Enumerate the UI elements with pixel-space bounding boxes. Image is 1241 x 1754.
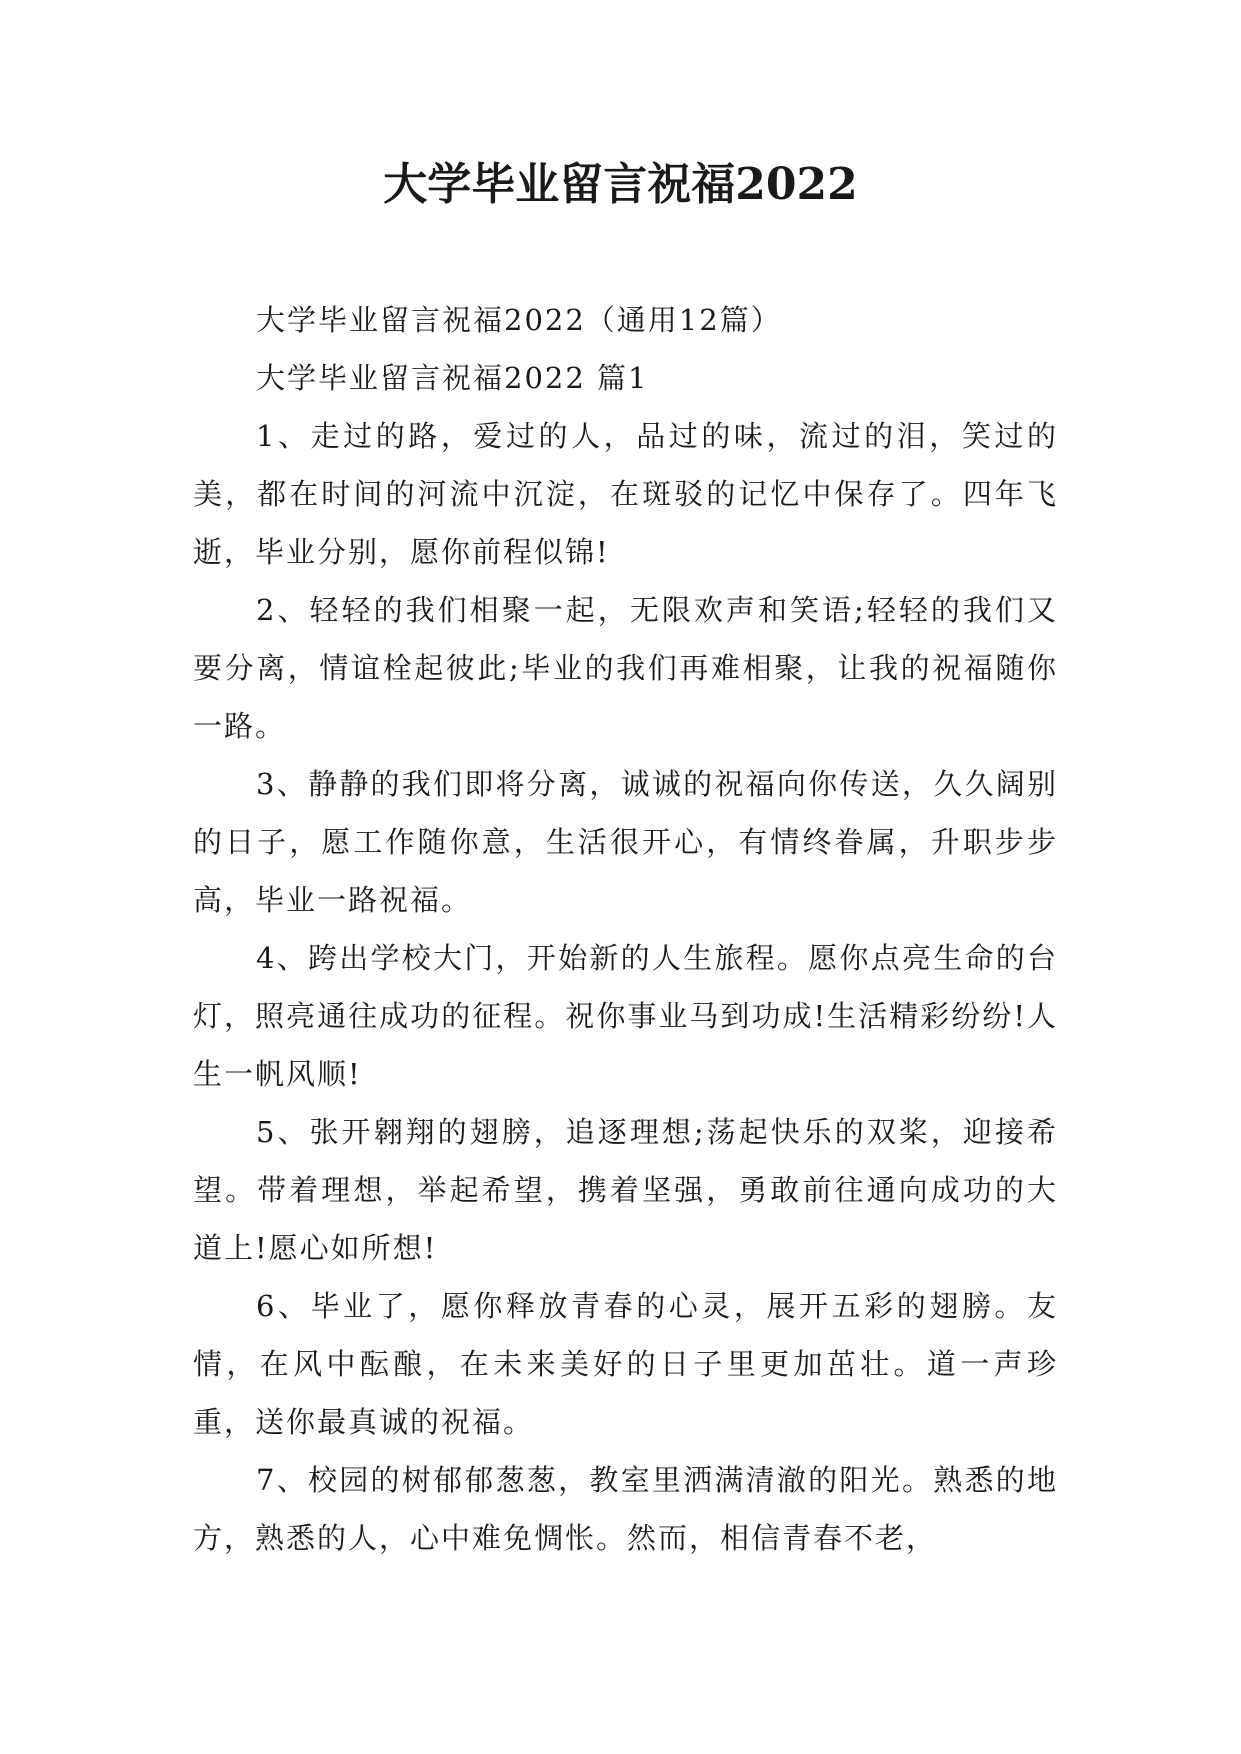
document-body [193,291,1058,1567]
paragraph-6: 6、毕业了，愿你释放青春的心灵，展开五彩的翅膀。友情，在风中酝酿，在未来美好的日子里更加茁壮。道一声珍重，送你最真诚的祝福。 [193,1289,1058,1439]
document-title: 大学毕业留言祝福2022 [383,159,858,210]
paragraph-3: 3、静静的我们即将分离，诚诚的祝福向你传送，久久阔别的日子，愿工作随你意，生活很开心，有情终眷属，升职步步高，毕业一路祝福。 [193,767,1058,917]
paragraph-2: 2、轻轻的我们相聚一起，无限欢声和笑语;轻轻的我们又要分离，情谊栓起彼此;毕业的我们再难相聚，让我的祝福随你一路。 [193,593,1058,743]
paragraph-7: 7、校园的树郁郁葱葱，教室里洒满清澈的阳光。熟悉的地方，熟悉的人，心中难免惆怅。然而，相信青春不老， [193,1463,1058,1555]
paragraph-4: 4、跨出学校大门，开始新的人生旅程。愿你点亮生命的台灯，照亮通往成功的征程。祝你事业马到功成!生活精彩纷纷!人生一帆风顺! [193,941,1058,1091]
document-subtitle: 大学毕业留言祝福2022（通用12篇） [256,303,782,337]
section-heading: 大学毕业留言祝福2022 篇1 [256,361,649,395]
paragraph-1: 1、走过的路，爱过的人，品过的味，流过的泪，笑过的美，都在时间的河流中沉淀，在斑驳的记忆中保存了。四年飞逝，毕业分别，愿你前程似锦! [193,419,1058,569]
paragraph-5: 5、张开翱翔的翅膀，追逐理想;荡起快乐的双桨，迎接希望。带着理想，举起希望，携着坚强，勇敢前往通向成功的大道上!愿心如所想! [193,1115,1058,1265]
